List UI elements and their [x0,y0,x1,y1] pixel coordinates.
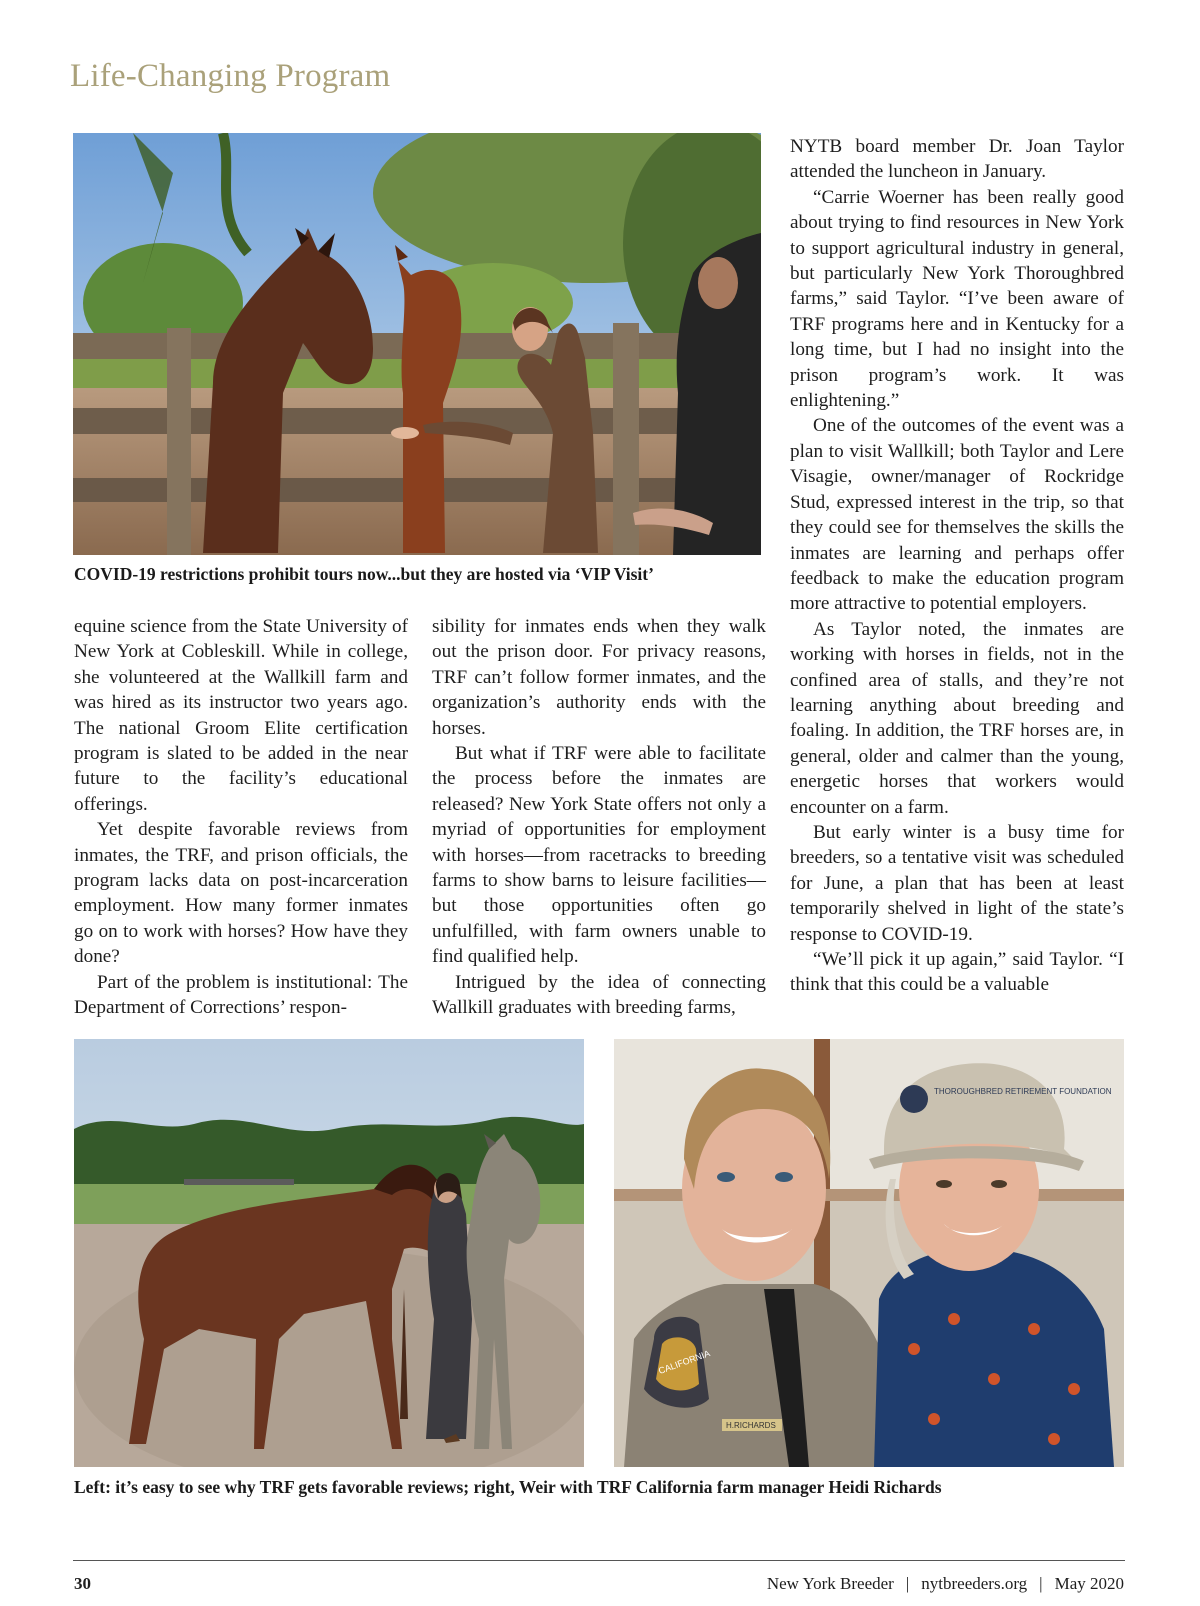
photo-horses-at-fence [73,133,761,555]
two-women-illustration [614,1039,1124,1467]
publication-name: New York Breeder [766,1574,894,1593]
paragraph: But what if TRF were able to facilitate the process before the inmates are released? New York State offers not only a myriad of opportunities for employment with horses—from racetracks to breeding farms to show barns to leisure facilities—but those opportunities often go unfulfilled, with farm owners unable to find qualified help. [432,743,766,968]
paragraph: Part of the problem is institutional: The Department of Corrections’ respon- [74,971,408,1019]
photo-weir-and-heidi-richards [614,1039,1124,1467]
paragraph: equine science from the State University of New York at Cobleskill. While in college, she volunteered at the Wallkill farm and was hired as its instructor two years ago. The national Groom Elite certification program is slated to be added in the near future to the facility’s educational offerings. [74,616,408,815]
cap-logo-text: THOROUGHBRED RETIREMENT FOUNDATION [934,1087,1112,1096]
publication-website: nytbreeders.org [921,1574,1028,1593]
article-column-1 [74,614,408,1021]
horses-fence-illustration [73,133,761,555]
footer-separator: | [905,1574,910,1593]
paragraph: Yet despite favorable reviews from inmates, the TRF, and prison officials, the program lacks data on post-incarceration employment. How many former inmates go on to work with horses? How have they done? [74,819,408,968]
issue-date: May 2020 [1054,1574,1124,1593]
paragraph: NYTB board member Dr. Joan Taylor attended the luncheon in January. [790,136,1124,183]
paragraph: “We’ll pick it up again,” said Taylor. “I think that this could be a valuable [790,949,1124,996]
footer-rule [73,1560,1125,1561]
paragraph: As Taylor noted, the inmates are working with horses in fields, not in the confined area of stalls, and they’re not learning anything about breeding and foaling. In addition, the TRF horses are, in general, older and calmer than the young, energetic horses that workers would encounter on a farm. [790,618,1124,818]
nameplate-text: H.RICHARDS [726,1421,776,1430]
paragraph: sibility for inmates ends when they walk out the prison door. For privacy reasons, TRF can’t follow former inmates, and the organization’s authority ends with the horses. [432,616,766,739]
article-column-2 [432,614,766,1021]
article-column-3 [790,134,1124,998]
page-number: 30 [74,1574,91,1593]
paragraph: One of the outcomes of the event was a plan to visit Wallkill; both Taylor and Lere Visagie, owner/manager of Rockridge Stud, expressed interest in the trip, so that they could see for themselves the skills the inmates are learning and perhaps offer feedback to make the education program more attractive to potential employers. [790,415,1124,615]
photo-caption-top: COVID-19 restrictions prohibit tours now...but they are hosted via ‘VIP Visit’ [74,564,654,584]
paragraph: “Carrie Woerner has been really good about trying to find resources in New York to support agricultural industry in general, but particularly New York Thoroughbred farms,” said Taylor. “I’ve been aware of TRF programs here and in Kentucky for a long time, but I had no insight into the prison program’s work. It was enlightening.” [790,186,1124,412]
footer-publication-info [767,1574,1124,1594]
paragraph: Intrigued by the idea of connecting Wallkill graduates with breeding farms, [432,971,766,1019]
patch-text: CALIFORNIA [657,1348,712,1377]
photo-caption-bottom: Left: it’s easy to see why TRF gets favorable reviews; right, Weir with TRF California farm manager Heidi Richards [74,1477,942,1497]
footer-separator: | [1039,1574,1043,1593]
paddock-illustration [74,1039,584,1467]
paragraph: But early winter is a busy time for breeders, so a tentative visit was scheduled for June, a plan that has been at least temporarily shelved in light of the state’s response to COVID-19. [790,821,1124,945]
section-title: Life-Changing Program [70,58,391,94]
photo-horses-in-paddock [74,1039,584,1467]
